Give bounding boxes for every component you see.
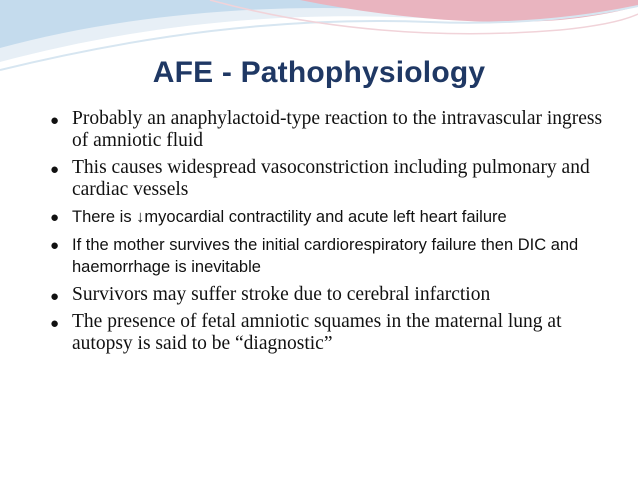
bullet-list (48, 108, 618, 360)
bullet-dot-icon: ● (50, 316, 60, 332)
bullet-item (48, 108, 618, 152)
bullet-item (48, 284, 618, 306)
bullet-item (48, 157, 618, 201)
bullet-item (48, 234, 618, 278)
bullet-item (48, 206, 618, 228)
bullet-dot-icon: ● (50, 162, 60, 178)
bullet-dot-icon: ● (50, 113, 60, 129)
bullet-dot-icon: ● (50, 237, 60, 254)
bullet-text: Survivors may suffer stroke due to cerebral infarction (72, 284, 491, 305)
bullet-text: Probably an anaphylactoid-type reaction to the intravascular ingress of amniotic fluid (72, 108, 603, 151)
bullet-text: The presence of fetal amniotic squames in the maternal lung at autopsy is said to be “diagnostic” (72, 311, 562, 354)
bullet-text: There is ↓myocardial contractility and acute left heart failure (72, 208, 507, 226)
bullet-dot-icon: ● (50, 289, 60, 305)
bullet-text: This causes widespread vasoconstriction including pulmonary and cardiac vessels (72, 157, 590, 200)
bullet-dot-icon: ● (50, 209, 60, 226)
slide-title: AFE - Pathophysiology (152, 56, 486, 89)
bullet-text: If the mother survives the initial cardiorespiratory failure then DIC and haemorrhage is inevitable (72, 236, 579, 276)
bullet-item (48, 311, 618, 355)
